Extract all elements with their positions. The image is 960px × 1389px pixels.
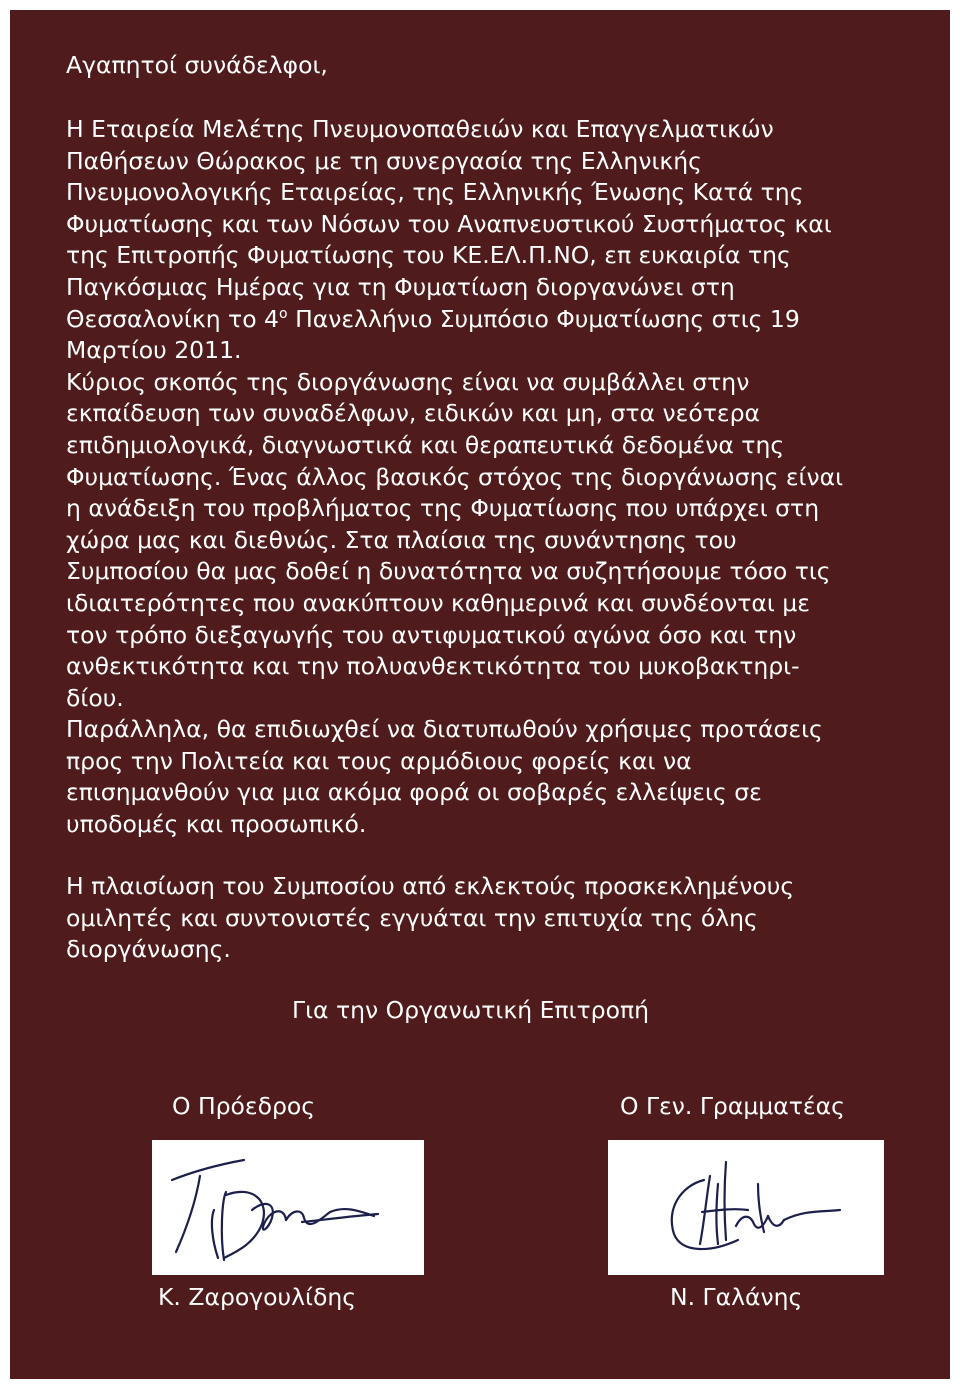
body-line: ανθεκτικότητα και την πολυανθεκτικότητα του μυκοβακτηρι- <box>66 652 800 681</box>
body-line: χώρα μας και διεθνώς. Στα πλαίσια της συνάντησης του <box>66 525 737 554</box>
secretary-name: Ν. Γαλάνης <box>670 1283 803 1311</box>
body-line: Η Εταιρεία Μελέτης Πνευμονοπαθειών και Επαγγελματικών <box>66 115 774 143</box>
closing-line: διοργάνωσης. <box>66 935 231 964</box>
body-line: Παγκόσμιας Ημέρας για τη Φυματίωση διοργανώνει στη <box>66 272 735 301</box>
body-line: της Επιτροπής Φυματίωσης του ΚΕ.ΕΛ.Π.ΝΟ, επ ευκαιρία της <box>66 241 791 270</box>
closing-line: Η πλαισίωση του Συμποσίου από εκλεκτούς προσκεκλημένους <box>66 872 795 900</box>
body-line: εκπαίδευση των συναδέλφων, ειδικών και μη, στα νεότερα <box>66 399 760 428</box>
president-signature-drawing <box>152 1140 424 1275</box>
greeting: Αγαπητοί συνάδελφοι, <box>66 51 328 79</box>
president-name: Κ. Ζαρογουλίδης <box>158 1283 357 1311</box>
body-line: Κύριος σκοπός της διοργάνωσης είναι να συμβάλλει στην <box>66 367 750 396</box>
body-line: Παράλληλα, θα επιδιωχθεί να διατυπωθούν χρήσιμες προτάσεις <box>66 715 823 744</box>
body-line: υποδομές και προσωπικό. <box>66 810 367 839</box>
closing-line: ομιλητές και συντονιστές εγγυάται την επιτυχία της όλης <box>66 903 758 932</box>
body-line: Φυματίωσης. Ένας άλλος βασικός στόχος της διοργάνωσης είναι <box>66 462 844 491</box>
president-role: Ο Πρόεδρος <box>172 1092 316 1120</box>
secretary-signature-drawing <box>608 1140 884 1275</box>
secretary-signature <box>608 1140 884 1275</box>
body-line: Φυματίωσης και των Νόσων του Αναπνευστικού Συστήματος και <box>66 209 832 238</box>
letter-body <box>66 114 843 841</box>
body-line: Πνευμονολογικής Εταιρείας, της Ελληνικής Ένωσης Κατά της <box>66 178 804 207</box>
secretary-role: Ο Γεν. Γραμματέας <box>620 1092 845 1120</box>
body-line: επιδημιολογικά, διαγνωστικά και θεραπευτικά δεδομένα της <box>66 430 785 459</box>
body-line: δίου. <box>66 683 124 712</box>
organizing-committee: Για την Οργανωτική Επιτροπή <box>292 996 650 1024</box>
body-line: Παθήσεων Θώρακος με τη συνεργασία της Ελληνικής <box>66 146 702 175</box>
ordinal-before: Θεσσαλονίκη το 4 <box>66 304 280 333</box>
ordinal-suffix: ο <box>279 305 288 322</box>
body-line: η ανάδειξη του προβλήματος της Φυματίωσης που υπάρχει στη <box>66 494 820 523</box>
president-signature <box>152 1140 424 1275</box>
body-line: επισημανθούν για μια ακόμα φορά οι σοβαρές ελλείψεις σε <box>66 778 762 807</box>
ordinal-after: Πανελλήνιο Συμπόσιο Φυματίωσης στις 19 <box>287 304 800 333</box>
body-line: προς την Πολιτεία και τους αρμόδιους φορείς και να <box>66 746 692 775</box>
body-line-ordinal <box>66 304 843 336</box>
body-line: ιδιαιτερότητες που ανακύπτουν καθημερινά και συνδέονται με <box>66 588 810 617</box>
body-line: τον τρόπο διεξαγωγής του αντιφυματικού αγώνα όσο και την <box>66 620 797 649</box>
body-line: Συμποσίου θα μας δοθεί η δυνατότητα να συζητήσουμε τόσο τις <box>66 557 831 586</box>
letter-closing <box>66 871 794 966</box>
body-line: Μαρτίου 2011. <box>66 336 242 365</box>
